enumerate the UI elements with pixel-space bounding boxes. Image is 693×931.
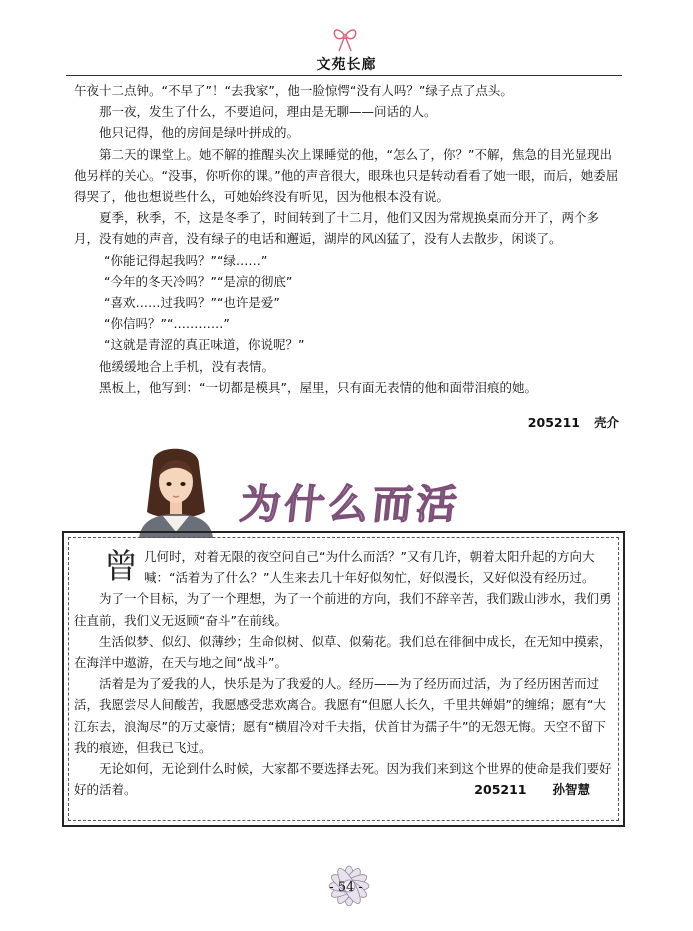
- author-id: 205211: [527, 415, 580, 430]
- paragraph-text: 无论如何，无论到什么时候，大家都不要选择去死。因为我们来到这个世界的使命是我们要好好的活着。: [74, 761, 612, 798]
- paragraph: [74, 546, 616, 588]
- dialogue-line: “你能记得起我吗？”“绿……”: [104, 252, 268, 268]
- story-two-title: [237, 470, 463, 530]
- header-divider: [66, 75, 622, 76]
- paragraph: 那一夜，发生了什么，不要追问，理由是无聊——问话的人。: [99, 104, 437, 120]
- page-number: - 54 -: [329, 880, 363, 895]
- author-name: 壳介: [593, 415, 619, 430]
- paragraph: 午夜十二点钟。“不早了”！“去我家”，他一脸惊愕“没有人吗？”绿子点了点头。: [74, 83, 513, 98]
- dialogue-line: “你信吗？”“…………”: [104, 316, 230, 332]
- section-title: 文苑长廊: [316, 57, 377, 73]
- paragraph: 他只记得，他的房间是绿叶拼成的。: [99, 125, 300, 141]
- story-one-byline: [528, 413, 619, 431]
- girl-portrait-illustration: [133, 442, 219, 538]
- story-one: [74, 80, 622, 398]
- dialogue-line: “今年的冬天冷吗？”“是凉的彻底”: [104, 273, 293, 289]
- story-two: [74, 546, 616, 800]
- dialogue-line: “这就是青涩的真正味道，你说呢？”: [104, 337, 305, 353]
- paragraph: 活着是为了爱我的人，快乐是为了我爱的人。经历——为了经历而过活，为了经历困苦而过活，我愿尝尽人间酸苦，我愿感受悲欢离合。我愿有“但愿人长久，千里共婵娟”的缠绵；愿有“大江东去，浪淘尽”的万丈豪情；愿有“横眉冷对千夫指，伏首甘为孺子牛”的无怨无悔。天空不留下我的痕迹，但我已飞过。: [74, 676, 606, 755]
- paragraph-text: 几何时，对着无限的夜空问自己“为什么而活？”又有几许，朝着太阳升起的方向大喊：“活着为了什么？”人生来去几十年好似匆忙，好似漫长，又好似没有经历过。: [144, 549, 595, 586]
- paragraph: 生活似梦、似幻、似薄纱；生命似树、似草、似菊花。我们总在徘徊中成长，在无知中摸索，在海洋中遨游，在天与地之间“战斗”。: [74, 633, 612, 671]
- author-id: 205211: [474, 782, 527, 798]
- paragraph: [74, 758, 616, 800]
- story-two-byline: [449, 779, 590, 800]
- ribbon-bow-icon: [330, 24, 360, 54]
- paragraph: 第二天的课堂上。她不解的推醒头次上课睡觉的他，“怎么了，你？”不解，焦急的目光显现出他另样的关心。“没事，你听你的课。”他的声音很大，眼珠也只是转动看看了她一眼，而后，她委屈得哭了，他也想说些什么，可她始终没有听见，因为他根本没有说。: [74, 146, 619, 205]
- paragraph: 为了一个目标，为了一个理想，为了一个前进的方向，我们不辞辛苦，我们跋山涉水，我们勇往直前，我们义无返顾“奋斗”在前线。: [74, 591, 612, 628]
- story-two-title-text: 为什么而活: [237, 482, 463, 528]
- paragraph: 他缓缓地合上手机，没有表情。: [99, 358, 275, 374]
- paragraph: 黑板上，他写到：“一切都是模具”，屋里，只有面无表情的他和面带泪痕的她。: [99, 379, 537, 395]
- author-name: 孙智慧: [552, 782, 590, 798]
- drop-cap: 曾: [104, 547, 138, 587]
- paragraph: 夏季，秋季，不，这是冬季了，时间转到了十二月，他们又因为常规换桌而分开了，两个多月，没有她的声音，没有绿子的电话和邂逅，湖岸的风凶猛了，没有人去散步，闲谈了。: [74, 210, 600, 247]
- dialogue-line: “喜欢……过我吗？”“也许是爱”: [104, 295, 280, 311]
